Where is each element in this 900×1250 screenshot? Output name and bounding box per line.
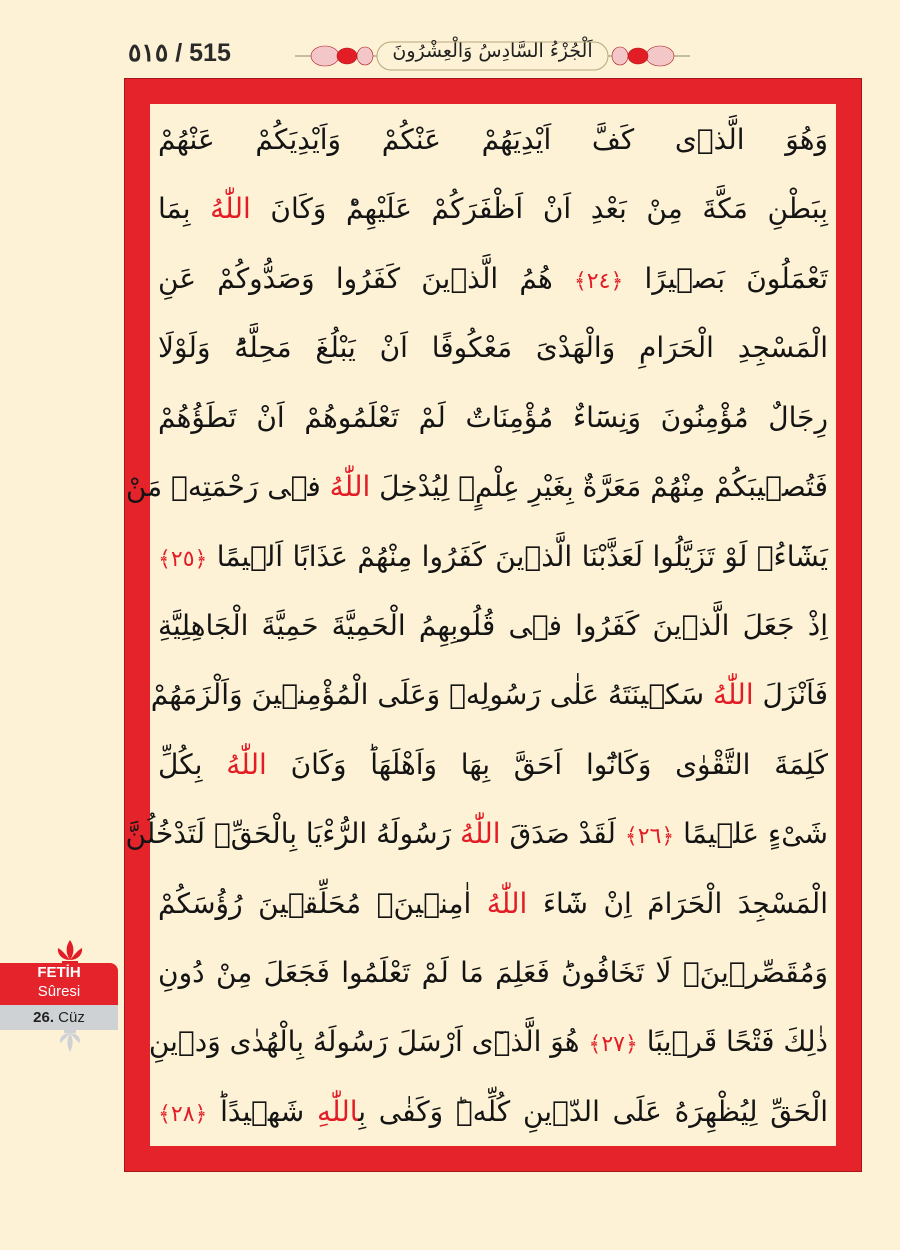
verse-text-segment: وَمُقَصِّرٖينَۙ لَا تَخَافُونَؕ فَعَلِمَ مَا لَمْ تَعْلَمُوا فَجَعَلَ مِنْ دُونِ — [158, 956, 828, 990]
divine-name: اللّٰهُ — [329, 470, 371, 504]
divine-name: اللّٰهُ — [210, 192, 251, 226]
verse-line — [150, 663, 836, 727]
verse-line — [150, 1080, 836, 1144]
verse-text — [125, 108, 836, 1144]
page-number: ٥١٥ / 515 — [128, 39, 231, 67]
verse-line — [150, 525, 836, 589]
verse-text-segment: رَسُولَهُ الرُّءْيَا بِالْحَقِّۚ لَتَدْخُلُنَّ — [125, 817, 460, 851]
divine-name: اللّٰهُ — [486, 886, 528, 920]
divine-name: اللّٰهُ — [459, 817, 501, 851]
verse-text-segment: سَكٖينَتَهُ عَلٰى رَسُولِهٖ وَعَلَى الْمُؤْمِنٖينَ وَاَلْزَمَهُمْ — [150, 678, 713, 712]
ayah-number-marker: ﴿٢٧﴾ — [588, 1032, 638, 1058]
verse-text-segment: وَهُوَ الَّذٖى كَفَّ اَيْدِيَهُمْ عَنْكُمْ وَاَيْدِيَكُمْ عَنْهُمْ — [158, 123, 828, 156]
verse-text-segment: الْمَسْجِدِ الْحَرَامِ وَالْهَدْىَ مَعْكُوفًا اَنْ يَبْلُغَ مَحِلَّهُؕ وَلَوْلَا — [158, 331, 828, 365]
verse-line — [150, 177, 836, 241]
ayah-number-marker: ﴿٢٥﴾ — [158, 546, 208, 572]
verse-text-segment: فٖى رَحْمَتِهٖ مَنْ — [125, 470, 330, 504]
ayah-number-marker: ﴿٢٦﴾ — [624, 824, 675, 850]
verse-line — [150, 247, 836, 311]
verse-text-segment: ذٰلِكَ فَتْحًا قَرٖيبًا — [637, 1025, 828, 1059]
verse-text-segment: الْمَسْجِدَ الْحَرَامَ اِنْ شَٓاءَ — [527, 886, 828, 920]
verse-line — [150, 108, 836, 172]
verse-text-segment: هُوَ الَّذٖٓى اَرْسَلَ رَسُولَهُ بِالْهُدٰى وَدٖينِ — [148, 1025, 589, 1059]
verse-text-segment: تَعْمَلُونَ بَصٖيرًا — [623, 261, 828, 295]
verse-line — [150, 941, 836, 1005]
verse-text-segment: فَتُصٖيبَكُمْ مِنْهُمْ مَعَرَّةٌ بِغَيْرِ عِلْمٍۚ لِيُدْخِلَ — [370, 470, 828, 504]
verse-line — [150, 733, 836, 797]
divine-name: اللّٰهُ — [713, 678, 754, 712]
verse-text-segment: فَاَنْزَلَ — [753, 678, 828, 712]
ayah-number-marker: ﴿٢٤﴾ — [573, 268, 624, 294]
verse-line — [150, 1010, 836, 1074]
verse-text-segment: اِذْ جَعَلَ الَّذٖينَ كَفَرُوا فٖى قُلُوبِهِمُ الْحَمِيَّةَ حَمِيَّةَ الْجَاهِلِيَّةِ — [158, 608, 828, 642]
verse-line — [150, 594, 836, 658]
verse-text-segment: شَىْءٍ عَلٖيمًا — [674, 817, 828, 851]
verse-text-segment: الْحَقِّ لِيُظْهِرَهُ عَلَى الدّٖينِ كُلِّهٖؕ وَكَفٰى بِ — [358, 1094, 829, 1128]
verse-line — [150, 316, 836, 380]
cuz-indicator — [0, 1005, 118, 1030]
verse-line — [150, 872, 836, 936]
verse-text-segment: لَقَدْ صَدَقَ — [500, 817, 625, 851]
verse-line — [150, 386, 836, 450]
verse-line — [125, 455, 836, 519]
juz-title: اَلْجُزْءُ السَّادِسُ وَالْعِشْرُونَ — [392, 40, 593, 62]
verse-text-segment: يَشَٓاءُۚ لَوْ تَزَيَّلُوا لَعَذَّبْنَا الَّذٖينَ كَفَرُوا مِنْهُمْ عَذَابًا اَلٖيمًا — [207, 539, 828, 573]
verse-text-segment: بِمَا — [158, 192, 211, 226]
verse-text-segment: بِكُلِّ — [158, 747, 227, 781]
divine-name: اللّٰهُ — [226, 747, 267, 781]
juz-banner — [295, 36, 690, 76]
page-header — [0, 0, 900, 80]
verse-text-segment: اٰمِنٖينَۙ مُحَلِّقٖينَ رُؤُسَكُمْ — [158, 886, 487, 920]
verse-text-segment: هُمُ الَّذٖينَ كَفَرُوا وَصَدُّوكُمْ عَنِ — [158, 261, 574, 295]
divine-name: اللّٰهِ — [316, 1094, 359, 1128]
sura-name: FETİH — [37, 964, 81, 981]
ayah-number-marker: ﴿٢٨﴾ — [158, 1101, 208, 1127]
cuz-number: 26. — [33, 1009, 54, 1026]
verse-text-segment: شَهٖيدًاؕ — [207, 1094, 317, 1128]
verse-text-segment: رِجَالٌ مُؤْمِنُونَ وَنِسَٓاءٌ مُؤْمِنَاتٌ لَمْ تَعْلَمُوهُمْ اَنْ تَطَؤُهُمْ — [158, 400, 828, 434]
sura-label: Sûresi — [37, 983, 81, 1000]
fleur-de-lis-bottom-icon — [55, 1030, 85, 1054]
cuz-label: Cüz — [58, 1009, 85, 1026]
verse-line — [125, 802, 836, 866]
verse-text-segment: كَلِمَةَ التَّقْوٰى وَكَانُٓوا اَحَقَّ بِهَا وَاَهْلَهَاؕ وَكَانَ — [266, 747, 828, 781]
verse-text-segment: بِبَطْنِ مَكَّةَ مِنْ بَعْدِ اَنْ اَظْفَرَكُمْ عَلَيْهِمْؕ وَكَانَ — [250, 192, 828, 226]
